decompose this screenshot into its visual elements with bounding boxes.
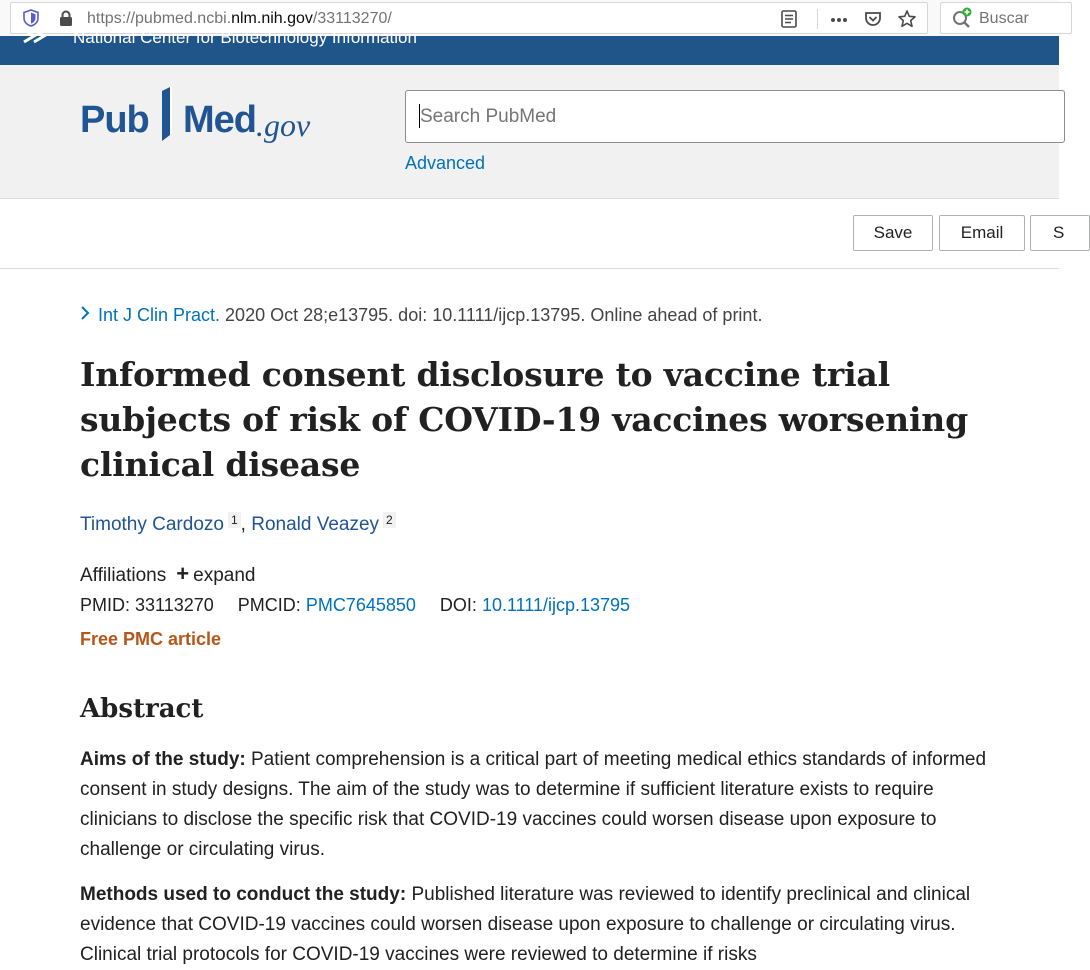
abstract-heading: Abstract [80,694,204,724]
plus-icon[interactable]: + [176,561,190,586]
abstract-paragraph [80,880,990,970]
email-button[interactable]: Email [939,215,1025,251]
text-cursor [419,104,420,128]
free-pmc-article-badge[interactable]: Free PMC article [80,629,222,649]
doi-link[interactable]: 10.1111/ijcp.13795 [481,595,631,615]
abstract-section-label: Aims of the study: [80,749,246,770]
author-link[interactable]: Timothy Cardozo [80,514,224,535]
ncbi-chevron-icon [22,26,46,46]
pmid-label: PMID: [80,595,136,615]
logo-gov-text: .gov [256,107,311,143]
reader-view-icon[interactable] [779,9,799,29]
url-path: /33113270/ [312,10,392,27]
ncbi-banner-text[interactable]: National Center for Biotechnology Information [73,28,417,47]
citation-details: 2020 Oct 28;e13795. doi: 10.1111/ijcp.13795. Online ahead of print. [220,305,763,325]
bookmark-star-icon[interactable] [897,9,917,29]
pmcid-link[interactable]: PMC7645850 [305,595,416,615]
browser-search-box[interactable] [940,2,1072,34]
article-title: Informed consent disclosure to vaccine trial subjects of risk of COVID-19 vaccines worsening clinical disease [80,355,968,484]
page-actions-menu-icon[interactable] [829,9,849,29]
doi-label: DOI: [439,595,482,615]
pmcid-label: PMCID: [237,595,306,615]
pubmed-search-input[interactable] [406,91,1034,142]
url-prefix: https://pubmed.ncbi. [87,10,232,27]
abstract-paragraph [80,745,990,865]
affiliations-row [80,561,255,587]
abstract-section-text: Published literature was reviewed to identify preclinical and clinical evidence that COVID-19 vaccines could worsen disease upon exposure to challenge or circulating virus. Clinical trial protocols for COVID-19 vaccines were reviewed to determine if risks [80,884,971,965]
affiliations-label: Affiliations [80,565,167,586]
url-domain: nlm.nih.gov [231,10,313,27]
logo-med-text: Med [183,99,256,141]
ncbi-banner[interactable] [0,28,1059,65]
expand-label[interactable]: expand [193,565,256,586]
author-separator: , [240,514,252,535]
affiliation-number[interactable]: 2 [383,512,396,528]
address-bar-divider [817,9,818,29]
lock-icon[interactable] [59,10,73,26]
save-button[interactable]: Save [853,215,933,251]
url-text[interactable] [87,10,392,28]
author-link[interactable]: Ronald Veazey [251,514,380,535]
tracking-protection-shield-icon[interactable] [23,9,39,27]
article-action-bar [0,199,1065,269]
expand-toggle[interactable] [166,561,256,586]
affiliation-number[interactable]: 1 [228,512,241,528]
send-to-button[interactable]: S [1030,215,1090,251]
chevron-right-icon[interactable] [80,305,90,326]
advanced-search-link[interactable]: Advanced [405,153,486,173]
journal-citation [80,305,762,326]
abstract-section-text: Patient comprehension is a critical part of meeting medical ethics standards of informed consent in study designs. The aim of the study was to determine if sufficient literature exists to require clinicians to disclose the specific risk that COVID-19 vaccines could worsen disease upon exposure to challenge or circulating virus. [80,749,987,860]
pmid-value: 33113270 [135,595,214,615]
search-engine-icon [951,7,975,29]
logo-pub-text: Pub [80,99,149,141]
pocket-icon[interactable] [863,9,883,29]
browser-search-placeholder: Buscar [979,10,1029,27]
abstract-section-label: Methods used to conduct the study: [80,884,407,905]
pubmed-search-field[interactable] [405,90,1065,143]
journal-link[interactable]: Int J Clin Pract. [98,305,221,325]
identifiers-row [80,595,630,616]
pubmed-header [0,65,1059,199]
author-list [80,514,396,536]
